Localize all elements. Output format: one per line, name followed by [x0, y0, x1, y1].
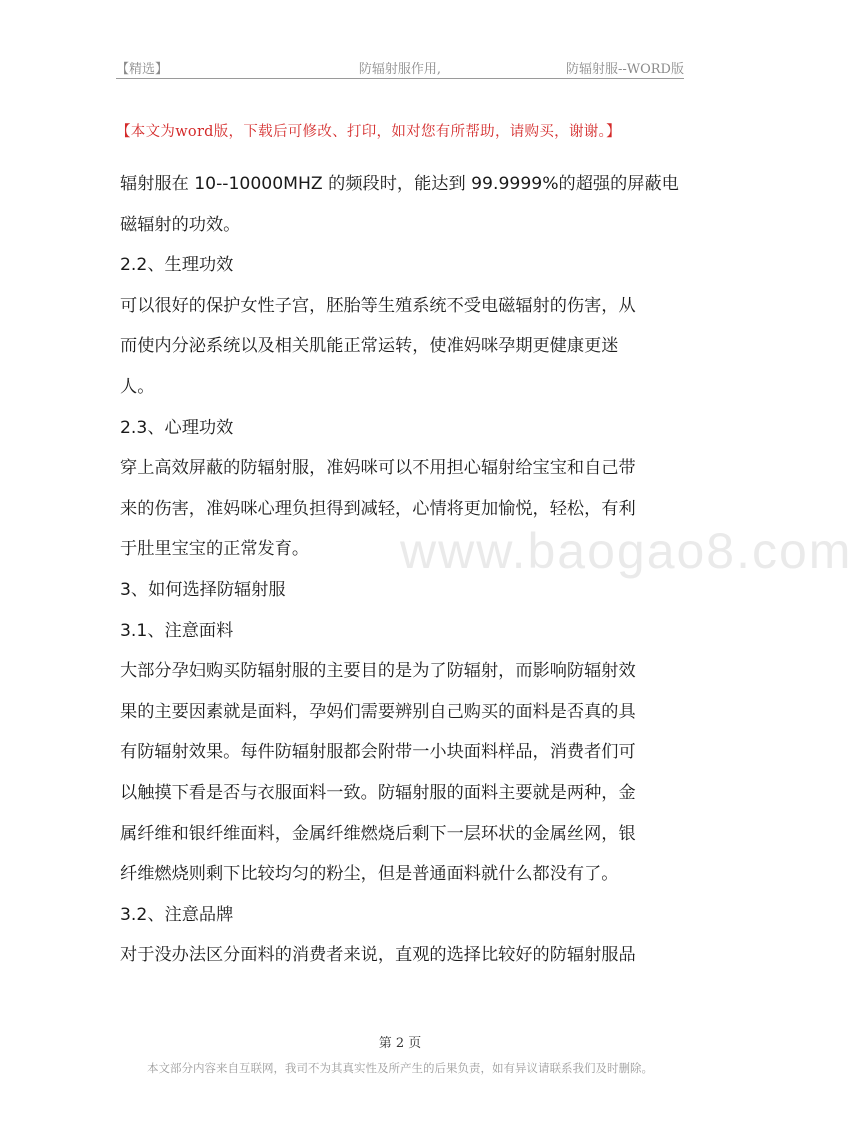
purchase-notice: 【本文为word版，下载后可修改、打印，如对您有所帮助，请购买，谢谢。】: [116, 124, 621, 140]
section-heading: 2.3、心理功效: [120, 417, 234, 438]
paragraph-physiological: [120, 286, 686, 408]
paragraph-shielding-effect: [120, 164, 686, 245]
section-heading: 3、如何选择防辐射服: [120, 579, 286, 600]
text-line: 可以很好的保护女性子宫，胚胎等生殖系统不受电磁辐射的伤害，从: [120, 295, 636, 316]
text-line: 以触摸下看是否与衣服面料一致。防辐射服的面料主要就是两种，金: [120, 782, 636, 803]
paragraph-fabric: [120, 651, 686, 895]
text-line: 磁辐射的功效。: [120, 214, 241, 235]
heading-2-3: [120, 408, 686, 449]
heading-2-2: [120, 245, 686, 286]
heading-3-2: [120, 895, 686, 936]
text-line: 于肚里宝宝的正常发育。: [120, 539, 310, 560]
text-line: 属纤维和银纤维面料，金属纤维燃烧后剩下一层环状的金属丝网，银: [120, 823, 636, 844]
text-line: 来的伤害，准妈咪心理负担得到减轻，心情将更加愉悦，轻松，有利: [120, 498, 636, 519]
footer-disclaimer: 本文部分内容来自互联网，我司不为其真实性及所产生的后果负责，如有异议请联系我们及时删除。: [147, 1061, 653, 1075]
header-title: 防辐射服作用,: [358, 62, 442, 77]
text-line: 辐射服在 10--10000MHZ 的频段时，能达到 99.9999%的超强的屏蔽电: [120, 174, 679, 194]
paragraph-brand: [120, 935, 686, 976]
text-line: 大部分孕妇购买防辐射服的主要目的是为了防辐射，而影响防辐射效: [120, 661, 636, 682]
page-header: [116, 56, 684, 79]
section-heading: 3.2、注意品牌: [120, 904, 234, 925]
page-number: 第 2 页: [378, 1036, 422, 1051]
text-line: 果的主要因素就是面料，孕妈们需要辨别自己购买的面料是否真的具: [120, 701, 636, 722]
header-left-label: 【精选】: [116, 62, 169, 77]
header-right-label: 防辐射服--WORD版: [565, 62, 684, 77]
text-line: 人。: [120, 376, 155, 397]
site-watermark: www.baogao8.com: [400, 523, 852, 579]
section-heading: 3.1、注意面料: [120, 620, 234, 641]
text-line: 而使内分泌系统以及相关肌能正常运转，使准妈咪孕期更健康更迷: [120, 336, 619, 357]
text-line: 有防辐射效果。每件防辐射服都会附带一小块面料样品，消费者们可: [120, 742, 636, 763]
text-line: 纤维燃烧则剩下比较均匀的粉尘，但是普通面料就什么都没有了。: [120, 864, 619, 885]
heading-3-1: [120, 611, 686, 652]
text-line: 对于没办法区分面料的消费者来说，直观的选择比较好的防辐射服品: [120, 945, 636, 966]
section-heading: 2.2、生理功效: [120, 255, 234, 276]
text-line: 穿上高效屏蔽的防辐射服，准妈咪可以不用担心辐射给宝宝和自己带: [120, 458, 636, 479]
